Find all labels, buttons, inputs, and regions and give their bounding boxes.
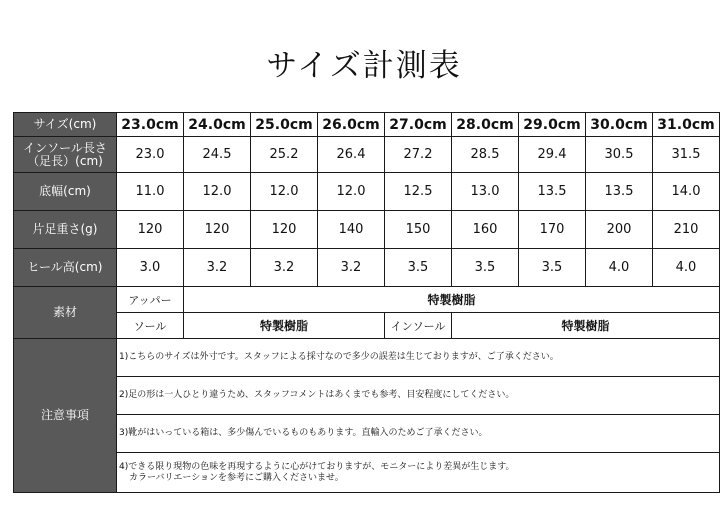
- weight-header: 片足重さ(g): [14, 211, 117, 249]
- insole-length-cell: 30.5: [586, 137, 653, 173]
- insole-length-cell: 23.0: [117, 137, 184, 173]
- insole-length-cell: 31.5: [653, 137, 720, 173]
- size-header: サイズ(cm): [14, 113, 117, 137]
- sole-width-header: 底幅(cm): [14, 173, 117, 211]
- weight-cell: 120: [251, 211, 318, 249]
- insole-length-cell: 26.4: [318, 137, 385, 173]
- weight-cell: 120: [117, 211, 184, 249]
- upper-value: 特製樹脂: [184, 287, 720, 313]
- insole-length-header-line2: （足長）(cm): [27, 153, 103, 168]
- size-cell: 29.0cm: [519, 113, 586, 137]
- size-cell: 27.0cm: [385, 113, 452, 137]
- sole-value: 特製樹脂: [184, 313, 385, 339]
- insole-length-cell: 27.2: [385, 137, 452, 173]
- insole-length-cell: 24.5: [184, 137, 251, 173]
- insole-length-cell: 29.4: [519, 137, 586, 173]
- size-cell: 28.0cm: [452, 113, 519, 137]
- weight-cell: 200: [586, 211, 653, 249]
- insole-length-header: [14, 137, 117, 173]
- page-title: サイズ計測表: [266, 48, 462, 84]
- insole-length-cell: 25.2: [251, 137, 318, 173]
- size-cell: 26.0cm: [318, 113, 385, 137]
- note-4-line1: 4)できる限り現物の色味を再現するように心がけておりますが、モニターにより差異が生じます。: [119, 461, 515, 472]
- sole-width-cell: 12.0: [251, 173, 318, 211]
- heel-height-cell: 3.5: [385, 249, 452, 287]
- size-cell: 31.0cm: [653, 113, 720, 137]
- weight-cell: 170: [519, 211, 586, 249]
- weight-cell: 210: [653, 211, 720, 249]
- weight-cell: 120: [184, 211, 251, 249]
- size-cell: 23.0cm: [117, 113, 184, 137]
- note-3: 3)靴がはいっている箱は、多少傷んでいるものもあります。直輸入のためご了承ください。: [117, 415, 720, 453]
- sole-width-cell: 11.0: [117, 173, 184, 211]
- insole-length-header-line1: インソール長さ: [23, 140, 107, 155]
- sole-width-cell: 13.5: [519, 173, 586, 211]
- note-4-line2: カラーバリエーションを参考にご購入くださいませ。: [129, 472, 344, 483]
- notes-row-4: [14, 453, 720, 493]
- weight-row: [14, 211, 720, 249]
- sole-width-cell: 12.0: [318, 173, 385, 211]
- note-2: 2)足の形は一人ひとり違うため、スタッフコメントはあくまでも参考、目安程度にしてください。: [117, 377, 720, 415]
- note-4: [117, 453, 720, 493]
- upper-label: アッパー: [117, 287, 184, 313]
- insole-length-row: [14, 137, 720, 173]
- notes-row-2: [14, 377, 720, 415]
- size-cell: 25.0cm: [251, 113, 318, 137]
- insole-label: インソール: [385, 313, 452, 339]
- heel-height-row: [14, 249, 720, 287]
- sole-label: ソール: [117, 313, 184, 339]
- heel-height-header: ヒール高(cm): [14, 249, 117, 287]
- heel-height-cell: 4.0: [586, 249, 653, 287]
- heel-height-cell: 3.5: [519, 249, 586, 287]
- weight-cell: 160: [452, 211, 519, 249]
- sole-width-cell: 14.0: [653, 173, 720, 211]
- notes-row-1: [14, 339, 720, 377]
- size-cell: 30.0cm: [586, 113, 653, 137]
- insole-length-cell: 28.5: [452, 137, 519, 173]
- note-1: 1)こちらのサイズは外寸です。スタッフによる採寸なので多少の誤差は生じておりますが、ご了承ください。: [117, 339, 720, 377]
- insole-value: 特製樹脂: [452, 313, 720, 339]
- heel-height-cell: 3.0: [117, 249, 184, 287]
- heel-height-cell: 3.2: [318, 249, 385, 287]
- material-sole-row: [14, 313, 720, 339]
- notes-row-3: [14, 415, 720, 453]
- size-chart-table: [13, 112, 720, 493]
- material-header: 素材: [14, 287, 117, 339]
- notes-header: 注意事項: [14, 339, 117, 493]
- sole-width-cell: 13.0: [452, 173, 519, 211]
- sole-width-row: [14, 173, 720, 211]
- heel-height-cell: 3.2: [184, 249, 251, 287]
- heel-height-cell: 3.5: [452, 249, 519, 287]
- heel-height-cell: 4.0: [653, 249, 720, 287]
- size-row: [14, 113, 720, 137]
- weight-cell: 140: [318, 211, 385, 249]
- material-upper-row: [14, 287, 720, 313]
- sole-width-cell: 12.5: [385, 173, 452, 211]
- weight-cell: 150: [385, 211, 452, 249]
- size-cell: 24.0cm: [184, 113, 251, 137]
- sole-width-cell: 13.5: [586, 173, 653, 211]
- heel-height-cell: 3.2: [251, 249, 318, 287]
- sole-width-cell: 12.0: [184, 173, 251, 211]
